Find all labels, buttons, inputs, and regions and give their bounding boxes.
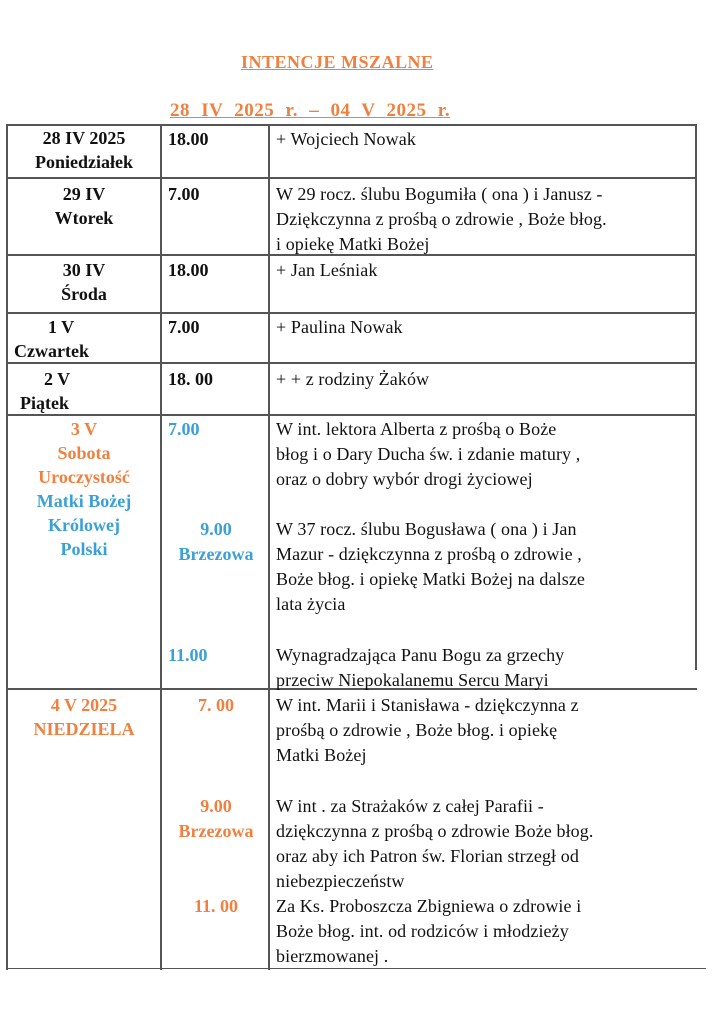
mass-time: 18.00: [168, 260, 209, 280]
intention-line: niebezpieczeństw: [276, 871, 405, 891]
mass-time: 11. 00: [193, 896, 238, 916]
page-title: INTENCJE MSZALNE: [241, 52, 434, 72]
intention-line: oraz o dobry wybór drogi życiowej: [276, 469, 533, 489]
day-name: Wtorek: [54, 208, 114, 228]
intention-line: lata życia: [276, 594, 346, 614]
column-divider: [160, 124, 162, 970]
day-name: Sobota: [57, 443, 111, 463]
day-date: 4 V 2025: [50, 695, 118, 715]
day-date: 2 V: [44, 369, 71, 389]
day-cell: [8, 417, 160, 561]
day-date: 3 V: [70, 419, 98, 439]
mass-place: Brzezowa: [178, 821, 254, 841]
day-cell: [8, 315, 160, 363]
mass-time: 7. 00: [198, 695, 234, 715]
day-date: 30 IV: [62, 260, 106, 280]
intention-line: W int . za Strażaków z całej Parafii -: [276, 796, 544, 816]
day-cell: [8, 126, 160, 174]
intention-line: + + z rodziny Żaków: [276, 369, 430, 389]
intention-line: Matki Bożej: [276, 745, 367, 765]
intention-line: prośbą o zdrowie , Boże błog. i opiekę: [276, 720, 558, 740]
mass-intention: [276, 517, 585, 617]
day-cell: [8, 693, 160, 741]
intention-line: przeciw Niepokalanemu Sercu Maryi: [276, 670, 549, 690]
mass-time: 18.00: [168, 129, 209, 149]
intention-line: Wynagradzająca Panu Bogu za grzechy: [276, 645, 565, 665]
mass-time-value: 9.00: [200, 519, 232, 539]
mass-time: 11.00: [168, 645, 208, 665]
day-cell: [8, 258, 160, 306]
feast-name: Królowej: [48, 515, 120, 535]
intention-line: dziękczynna z prośbą o zdrowie Boże błog.: [276, 821, 594, 841]
mass-time-value: 9.00: [200, 796, 232, 816]
intention-line: Boże błog. int. od rodziców i młodzieży: [276, 921, 569, 941]
day-name: Poniedziałek: [35, 152, 133, 172]
intention-line: Mazur - dziękczynna z prośbą o zdrowie ,: [276, 544, 582, 564]
feast-name: Matki Bożej: [36, 491, 132, 511]
mass-intention: [276, 894, 581, 969]
intention-line: W int. Marii i Stanisława - dziękczynna z: [276, 695, 579, 715]
intention-line: oraz aby ich Patron św. Florian strzegł od: [276, 846, 579, 866]
mass-time: [164, 794, 268, 844]
day-cell: [8, 367, 160, 415]
day-name: Środa: [61, 284, 107, 304]
column-divider: [268, 124, 270, 970]
day-date: 1 V: [48, 317, 75, 337]
day-date: 29 IV: [62, 184, 106, 204]
row-divider: [6, 177, 697, 179]
day-name: NIEDZIELA: [33, 719, 135, 739]
mass-time: [164, 517, 268, 567]
feast-name: Uroczystość: [38, 467, 130, 487]
intention-line: + Paulina Nowak: [276, 317, 403, 337]
mass-intention: [276, 643, 564, 693]
mass-intention: [276, 315, 403, 340]
mass-intention: [276, 367, 429, 392]
intention-line: Boże błog. i opiekę Matki Bożej na dalsze: [276, 569, 586, 589]
mass-intention: [276, 693, 579, 768]
mass-time: 7.00: [168, 317, 200, 337]
mass-intention: [276, 417, 580, 492]
table-border-right: [695, 124, 697, 670]
intention-line: Za Ks. Proboszcza Zbigniewa o zdrowie i: [276, 896, 582, 916]
intention-line: + Wojciech Nowak: [276, 129, 416, 149]
day-name: Czwartek: [14, 341, 89, 361]
intention-line: i opiekę Matki Bożej: [276, 234, 430, 254]
date-range: 28 IV 2025 r. – 04 V 2025 r.: [170, 100, 451, 121]
intention-line: W int. lektora Alberta z prośbą o Boże: [276, 419, 557, 439]
mass-place: Brzezowa: [178, 544, 254, 564]
day-date: 28 IV 2025: [42, 128, 126, 148]
intention-line: błog i o Dary Ducha św. i zdanie matury ,: [276, 444, 581, 464]
mass-intention: [276, 182, 607, 257]
mass-time: 7.00: [168, 184, 200, 204]
intention-line: Dziękczynna z prośbą o zdrowie , Boże błog.: [276, 209, 607, 229]
day-cell: [8, 182, 160, 230]
mass-time: 7.00: [168, 419, 200, 439]
intention-line: W 37 rocz. ślubu Bogusława ( ona ) i Jan: [276, 519, 577, 539]
feast-name: Polski: [60, 539, 108, 559]
intention-line: W 29 rocz. ślubu Bogumiła ( ona ) i Janusz -: [276, 184, 603, 204]
day-name: Piątek: [20, 393, 69, 413]
intention-line: bierzmowanej .: [276, 946, 389, 966]
intention-line: + Jan Leśniak: [276, 260, 378, 280]
mass-intention: [276, 258, 377, 283]
mass-intention: [276, 127, 416, 152]
mass-intention: [276, 794, 593, 894]
row-divider: [6, 312, 697, 314]
mass-time: 18. 00: [168, 369, 213, 389]
